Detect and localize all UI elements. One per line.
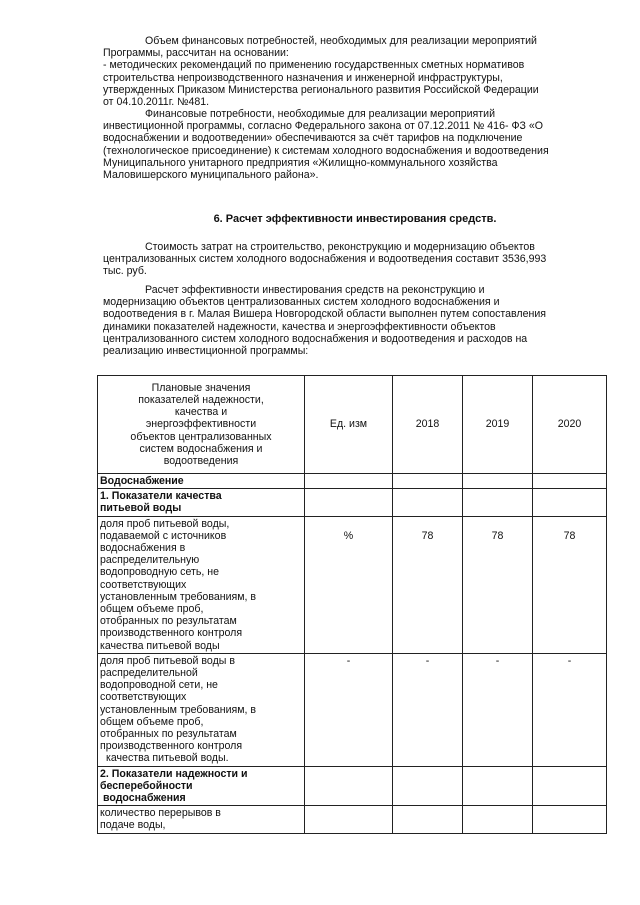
- group-line: 2. Показатели надежности и: [100, 767, 248, 780]
- cell-line: водоснабжения в: [100, 542, 186, 555]
- text-line: Муниципального унитарного предприятия «Жилищно-коммунального хозяйства: [103, 156, 498, 169]
- group-reliability: [98, 766, 305, 806]
- text-line: модернизацию объектов централизованных систем холодного водоснабжения и: [103, 296, 500, 309]
- cell-line: подаваемой с источников: [100, 529, 227, 542]
- empty-cell: [463, 489, 533, 516]
- group-water-quality: [98, 489, 305, 516]
- text-line: централизованных систем холодного водоснабжения и водоотведения составит 3536,993: [103, 253, 547, 266]
- text-line: водоснабжении и водоотведении» обеспечиваются за счёт тарифов на подключение: [103, 132, 523, 145]
- cell-unit: -: [305, 653, 393, 766]
- cell-line: соответствующих: [100, 691, 187, 704]
- paragraph-financial-needs: [103, 108, 607, 181]
- cell-2018: -: [393, 653, 463, 766]
- cell-line: доля проб питьевой воды,: [100, 517, 230, 530]
- cell-line: качества питьевой воды: [100, 639, 220, 652]
- text-line: Финансовые потребности, необходимые для реализации мероприятий: [145, 108, 495, 120]
- cell-2018: 78: [393, 516, 463, 653]
- indicators-table: [97, 375, 607, 834]
- cell-line: качества питьевой воды.: [106, 752, 229, 765]
- cell-unit: %: [305, 516, 393, 653]
- empty-cell: [305, 489, 393, 516]
- group-line: бесперебойности: [100, 779, 193, 792]
- cell-line: доля проб питьевой воды в: [100, 654, 235, 667]
- text-line: реализацию инвестиционной программы:: [103, 345, 309, 358]
- cell-line: водопроводной сети, не: [100, 679, 218, 692]
- cell-line: общем объеме проб,: [100, 603, 204, 616]
- text-line: водоотведения в г. Малая Вишера Новгородской области выполнен путем сопоставления: [103, 308, 547, 321]
- cell-line: установленным требованиям, в: [100, 590, 257, 603]
- table-header-row: [98, 376, 607, 474]
- text-line: динамики показателей надежности, качества и энергоэффективности объектов: [103, 320, 496, 333]
- table-row: [98, 653, 607, 766]
- row-indicator-interruptions: [98, 806, 305, 833]
- header-line: систем водоснабжения и: [139, 442, 263, 455]
- row-indicator-sources: [98, 516, 305, 653]
- text-line: (технологическое присоединение) к системам холодного водоснабжения и водоотведения: [103, 144, 549, 157]
- text-line: Программы, рассчитан на основании:: [103, 47, 289, 60]
- table-section-row: [98, 474, 607, 489]
- cell-2020: 78: [533, 516, 607, 653]
- header-unit: Ед. изм: [305, 376, 393, 474]
- empty-cell: [393, 474, 463, 489]
- cell-line: отобранных по результатам: [100, 615, 237, 628]
- paragraph-cost: [103, 241, 607, 278]
- empty-cell: [305, 806, 393, 833]
- text-line: инвестиционной программы, согласно Федерального закона от 07.12.2011 № 416- ФЗ «О: [103, 120, 543, 133]
- header-line: показателей надежности,: [138, 393, 264, 406]
- cell-line: общем объеме проб,: [100, 715, 204, 728]
- group-line: питьевой воды: [100, 502, 182, 515]
- cell-line: установленным требованиям, в: [100, 703, 257, 716]
- header-indicator: [98, 376, 305, 474]
- empty-cell: [393, 766, 463, 806]
- header-line: Плановые значения: [151, 381, 251, 394]
- empty-cell: [393, 806, 463, 833]
- cell-line: отобранных по результатам: [100, 728, 237, 741]
- paragraph-financial-basis: [103, 35, 607, 108]
- table-group-row: [98, 766, 607, 806]
- header-year-2020: 2020: [533, 376, 607, 474]
- text-line: - методических рекомендаций по применению государственных сметных нормативов: [103, 59, 525, 72]
- header-line: качества и: [174, 406, 228, 419]
- cell-line: распределительной: [100, 667, 198, 680]
- empty-cell: [305, 766, 393, 806]
- cell-line: производственного контроля: [100, 740, 243, 753]
- row-indicator-network: [98, 653, 305, 766]
- cell-2020: -: [533, 653, 607, 766]
- empty-cell: [533, 489, 607, 516]
- text-line: Объем финансовых потребностей, необходимых для реализации мероприятий: [145, 35, 537, 47]
- cell-line: распределительную: [100, 554, 200, 567]
- group-line: водоснабжения: [103, 792, 186, 805]
- cell-line: производственного контроля: [100, 627, 243, 640]
- text-line: от 04.10.2011г. №481.: [103, 96, 210, 109]
- text-line: строительства непроизводственного назначения и инженерной инфраструктуры,: [103, 71, 503, 84]
- empty-cell: [533, 766, 607, 806]
- header-year-2018: 2018: [393, 376, 463, 474]
- section-heading: 6. Расчет эффективности инвестирования средств.: [213, 213, 497, 225]
- table-row: [98, 516, 607, 653]
- table-row: [98, 806, 607, 833]
- header-line: водоотведения: [163, 455, 239, 467]
- empty-cell: [305, 474, 393, 489]
- header-year-2019: 2019: [463, 376, 533, 474]
- text-line: Расчет эффективности инвестирования средств на реконструкцию и: [145, 284, 485, 296]
- cell-line: количество перерывов в: [100, 807, 221, 820]
- cell-2019: -: [463, 653, 533, 766]
- empty-cell: [463, 474, 533, 489]
- group-line: 1. Показатели качества: [100, 490, 222, 503]
- text-line: утвержденных Приказом Министерства регионального развития Российской Федерации: [103, 83, 539, 96]
- empty-cell: [463, 766, 533, 806]
- header-line: объектов централизованных: [130, 430, 272, 443]
- header-line: энергоэффективности: [145, 418, 257, 431]
- empty-cell: [533, 474, 607, 489]
- empty-cell: [393, 489, 463, 516]
- text-line: централизованного систем холодного водоснабжения и водоотведения и расходов на: [103, 332, 528, 345]
- table-group-row: [98, 489, 607, 516]
- empty-cell: [463, 806, 533, 833]
- text-line: Стоимость затрат на строительство, реконструкцию и модернизацию объектов: [145, 241, 535, 253]
- cell-line: соответствующих: [100, 578, 187, 591]
- text-line: тыс. руб.: [103, 265, 147, 278]
- cell-line: водопроводную сеть, не: [100, 566, 219, 579]
- paragraph-efficiency-calc: [103, 284, 607, 357]
- empty-cell: [533, 806, 607, 833]
- cell-2019: 78: [463, 516, 533, 653]
- text-line: Маловишерского муниципального района».: [103, 169, 319, 182]
- section-water-supply: Водоснабжение: [98, 474, 305, 489]
- cell-line: подаче воды,: [100, 819, 166, 832]
